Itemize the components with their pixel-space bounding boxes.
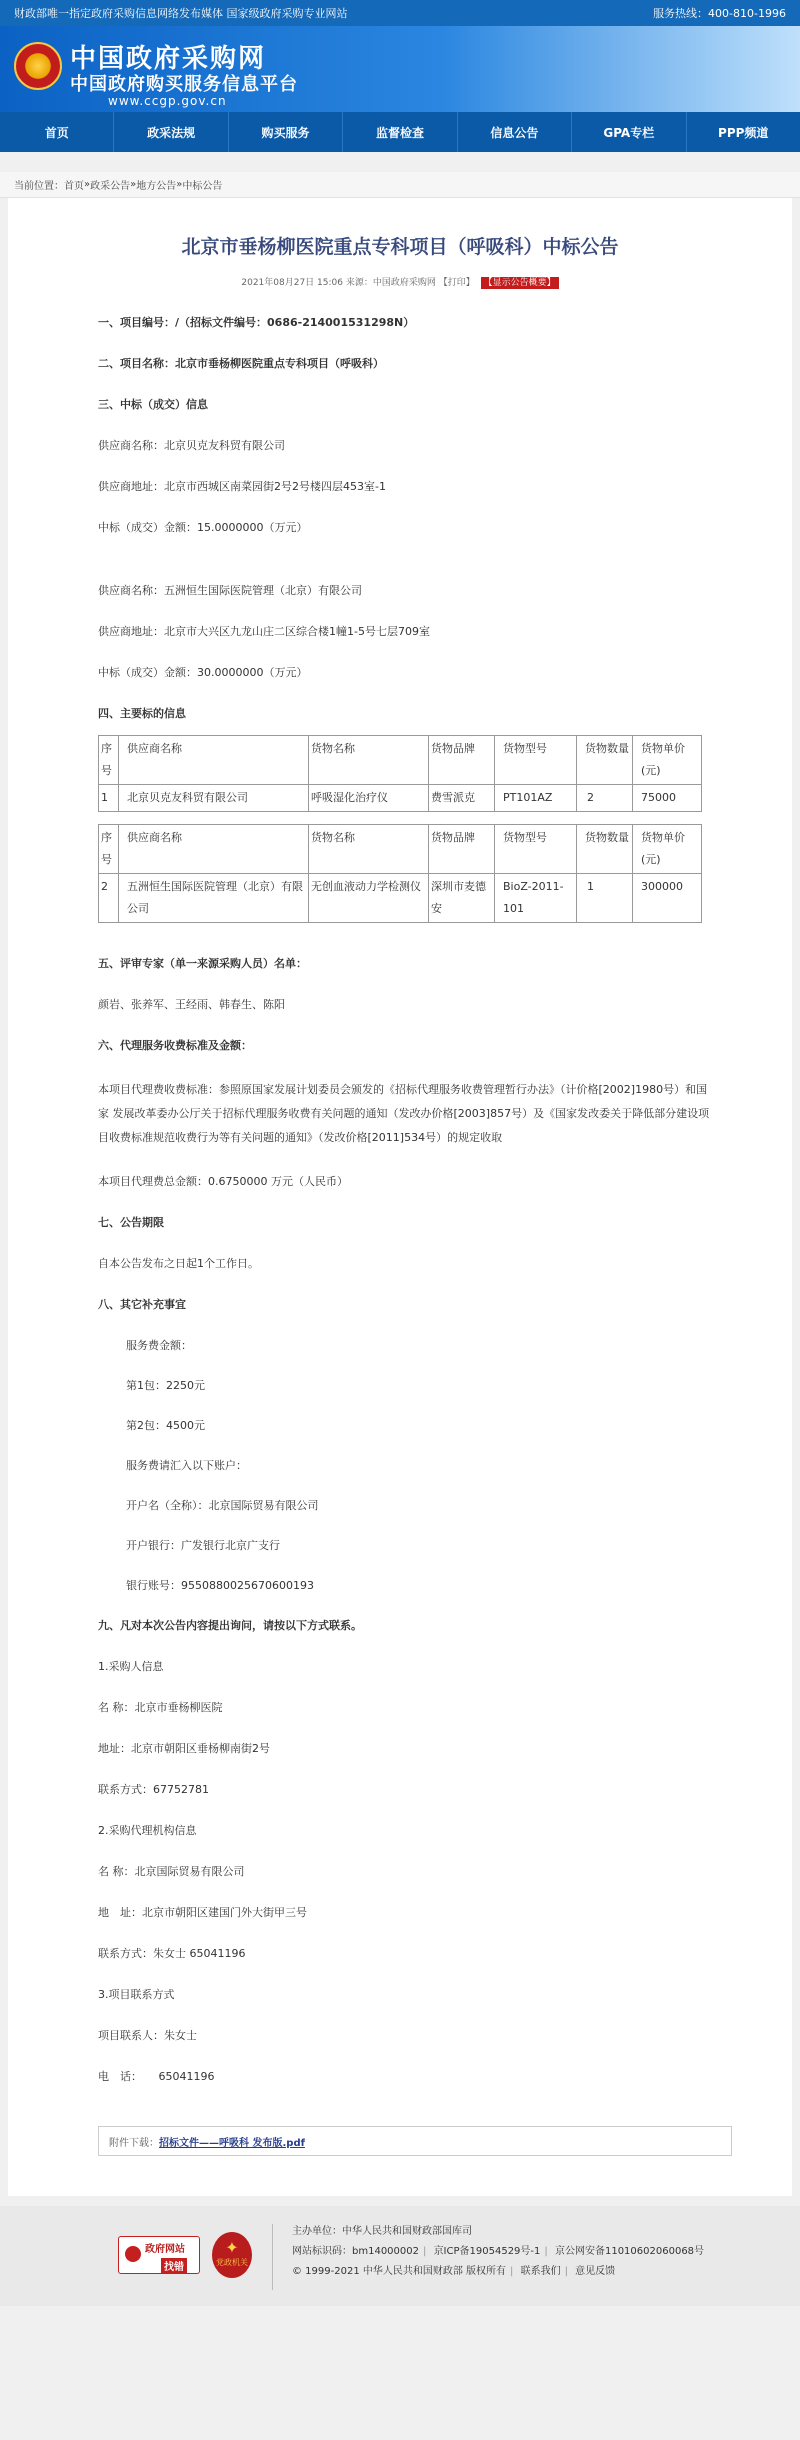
party-gov-organ-badge[interactable] [212,2232,252,2278]
account-name: 开户名（全称）：北京国际贸易有限公司 [126,1499,319,1512]
th-unit-price: 货物单价(元) [633,825,702,874]
items-table-1 [98,735,702,812]
cell-no: 2 [99,874,119,923]
table-row [99,785,702,812]
site-url: www.ccgp.gov.cn [108,94,227,108]
account-number: 银行账号：9550880025670600193 [126,1579,314,1592]
attachment-file-link[interactable]: 招标文件——呼吸科 发布版.pdf [159,2137,305,2149]
agency-address: 地 址：北京市朝阳区建国门外大街甲三号 [98,1906,307,1919]
cell-qty: 2 [577,785,633,812]
badge-eye-icon [125,2246,141,2262]
th-supplier: 供应商名称 [119,825,309,874]
footer-divider [272,2224,273,2290]
supplier1-name: 供应商名称：北京贝克友科贸有限公司 [98,439,285,452]
footer-police-link[interactable]: 京公网安备11010602060068号 [554,2246,705,2257]
section-award-info: 三、中标（成交）信息 [98,398,208,411]
breadcrumb-home[interactable]: 首页 [64,181,84,192]
supplier2-name: 供应商名称：五洲恒生国际医院管理（北京）有限公司 [98,584,362,597]
service-fee-label: 服务费金额： [126,1339,192,1352]
nav-ppp[interactable]: PPP频道 [718,125,769,140]
nav-supervision[interactable]: 监督检查 [343,112,457,152]
spacer [98,560,712,582]
badge-top-text: 政府网站 [145,2244,185,2255]
top-bar-slogan: 财政部唯一指定政府采购信息网络发布媒体 国家级政府采购专业网站 [14,7,348,20]
cell-brand: 费雪派克 [429,785,495,812]
breadcrumb [0,172,800,198]
nav-home[interactable]: 首页 [0,112,114,152]
agency-phone: 联系方式：朱女士 65041196 [98,1947,246,1960]
project-contact-heading: 3.项目联系方式 [98,1988,175,2001]
badge-star-icon: ✦ [225,2238,239,2257]
items-table-2 [98,824,702,923]
national-emblem-icon [14,42,62,90]
th-goods-name: 货物名称 [309,825,429,874]
supplier1-amount: 中标（成交）金额：15.0000000（万元） [98,521,308,534]
experts-list: 颜岩、张养军、王经雨、韩春生、陈阳 [98,998,285,1011]
table-header-row [99,736,702,785]
table-row [99,874,702,923]
th-no: 序号 [99,736,119,785]
breadcrumb-sep: » [130,179,137,190]
nav-gpa[interactable]: GPA专栏 [572,112,686,152]
footer-contact-link[interactable]: 联系我们 [520,2266,561,2277]
nav-announcements[interactable]: 信息公告 [458,112,572,152]
cell-no: 1 [99,785,119,812]
footer-copyright: © 1999-2021 中华人民共和国财政部 版权所有 [292,2266,507,2277]
breadcrumb-prefix: 当前位置： [14,181,64,192]
th-supplier: 供应商名称 [119,736,309,785]
cell-supplier: 北京贝克友科贸有限公司 [119,785,309,812]
th-model: 货物型号 [495,736,577,785]
purchaser-heading: 1.采购人信息 [98,1660,164,1673]
cell-brand: 深圳市麦德安 [429,874,495,923]
cell-goods-name: 呼吸湿化治疗仪 [309,785,429,812]
purchaser-address: 地址：北京市朝阳区垂杨柳南街2号 [98,1742,270,1755]
breadcrumb-sep: » [176,179,183,190]
nav-regulations[interactable]: 政采法规 [114,112,228,152]
footer-site-id: 网站标识码：bm14000002 [292,2246,419,2257]
breadcrumb-sep: » [84,179,91,190]
section-project-number: 一、项目编号：/（招标文件编号：0686-214001531298N） [98,316,415,329]
cell-model: BioZ-2011-101 [495,874,577,923]
th-unit-price: 货物单价(元) [633,736,702,785]
attachment-label: 附件下载： [109,2137,159,2149]
badge-bottom-text: 找错 [161,2258,187,2273]
purchaser-phone: 联系方式：67752781 [98,1783,209,1796]
footer-feedback-link[interactable]: 意见反馈 [575,2266,616,2277]
site-title[interactable]: 中国政府采购网 [70,44,267,74]
page-title: 北京市垂杨柳医院重点专科项目（呼吸科）中标公告 [181,236,619,258]
cell-unit-price: 300000 [633,874,702,923]
print-link[interactable]: 【打印】 [438,278,475,288]
th-qty: 货物数量 [577,825,633,874]
cell-qty: 1 [577,874,633,923]
table-header-row [99,825,702,874]
cell-model: PT101AZ [495,785,577,812]
section-supplementary: 八、其它补充事宜 [98,1298,186,1311]
th-brand: 货物品牌 [429,825,495,874]
show-summary-button[interactable]: 【显示公告概要】 [481,277,559,289]
th-brand: 货物品牌 [429,736,495,785]
agency-heading: 2.采购代理机构信息 [98,1824,197,1837]
footer-host: 主办单位：中华人民共和国财政部国库司 [292,2226,472,2237]
project-contact-phone: 电 话： 65041196 [98,2070,215,2083]
nav-purchase-service[interactable]: 购买服务 [229,112,343,152]
th-model: 货物型号 [495,825,577,874]
service-hotline: 服务热线：400-810-1996 [653,7,786,20]
section-contact: 九、凡对本次公告内容提出询问，请按以下方式联系。 [98,1619,362,1632]
attachment-box [98,2126,732,2156]
article-panel [8,198,792,2196]
supplier1-address: 供应商地址：北京市西城区南菜园街2号2号楼四层453室-1 [98,480,386,493]
article-meta [8,275,792,288]
fee-total: 本项目代理费总金额：0.6750000 万元（人民币） [98,1175,348,1188]
supplier2-amount: 中标（成交）金额：30.0000000（万元） [98,666,308,679]
section-experts: 五、评审专家（单一来源采购人员）名单： [98,957,307,970]
section-main-items: 四、主要标的信息 [98,707,186,720]
account-bank: 开户银行：广发银行北京广支行 [126,1539,280,1552]
remit-instruction: 服务费请汇入以下账户： [126,1459,247,1472]
package1-fee: 第1包：2250元 [126,1379,205,1392]
th-qty: 货物数量 [577,736,633,785]
fee-standard: 本项目代理费收费标准：参照原国家发展计划委员会颁发的《招标代理服务收费管理暂行办法》（计价格[2002]1980号）和国家 发展改革委办公厅关于招标代理服务收费有关问题的通知（发改办价格[2003]857号）及《国家发改委关于降低部分建设项目收费标准规范收费行为等有关问题的通知》（发改价格[2011]534号）的规定收取 [98,1083,710,1144]
breadcrumb-award-announcements[interactable]: 中标公告 [182,181,223,192]
footer-info: 主办单位：中华人民共和国财政部国库司 网站标识码：bm14000002 | 京ICP备19054529号-1 | 京公网安备11010602060068号 © 1999-2021 中华人民共和国财政部 版权所有 | 联系我们 | 意见反馈 [292,2222,704,2282]
cell-goods-name: 无创血液动力学检测仪 [309,874,429,923]
breadcrumb-local-announcements[interactable]: 地方公告 [136,181,177,192]
package2-fee: 第2包：4500元 [126,1419,205,1432]
site-footer [0,2206,800,2306]
main-nav [0,112,800,152]
section-agency-fee: 六、代理服务收费标准及金额： [98,1039,252,1052]
breadcrumb-gov-announcements[interactable]: 政采公告 [90,181,131,192]
supplier2-address: 供应商地址：北京市大兴区九龙山庄二区综合楼1幢1-5号七层709室 [98,625,430,638]
gov-website-error-report-badge[interactable] [118,2236,200,2274]
th-goods-name: 货物名称 [309,736,429,785]
cell-supplier: 五洲恒生国际医院管理（北京）有限公司 [119,874,309,923]
site-subtitle: 中国政府购买服务信息平台 [70,74,298,95]
badge-label: 党政机关 [216,2258,248,2267]
cell-unit-price: 75000 [633,785,702,812]
th-no: 序号 [99,825,119,874]
footer-icp-link[interactable]: 京ICP备19054529号-1 [433,2246,541,2257]
section-project-name: 二、项目名称：北京市垂杨柳医院重点专科项目（呼吸科） [98,357,384,370]
site-banner [0,26,800,112]
publish-info: 2021年08月27日 15:06 来源：中国政府采购网 [241,278,439,288]
project-contact-person: 项目联系人：朱女士 [98,2029,197,2042]
period-text: 自本公告发布之日起1个工作日。 [98,1257,259,1270]
top-bar [0,0,800,26]
section-period: 七、公告期限 [98,1216,164,1229]
article-body [8,288,792,2086]
agency-name: 名 称：北京国际贸易有限公司 [98,1865,245,1878]
purchaser-name: 名 称：北京市垂杨柳医院 [98,1701,223,1714]
